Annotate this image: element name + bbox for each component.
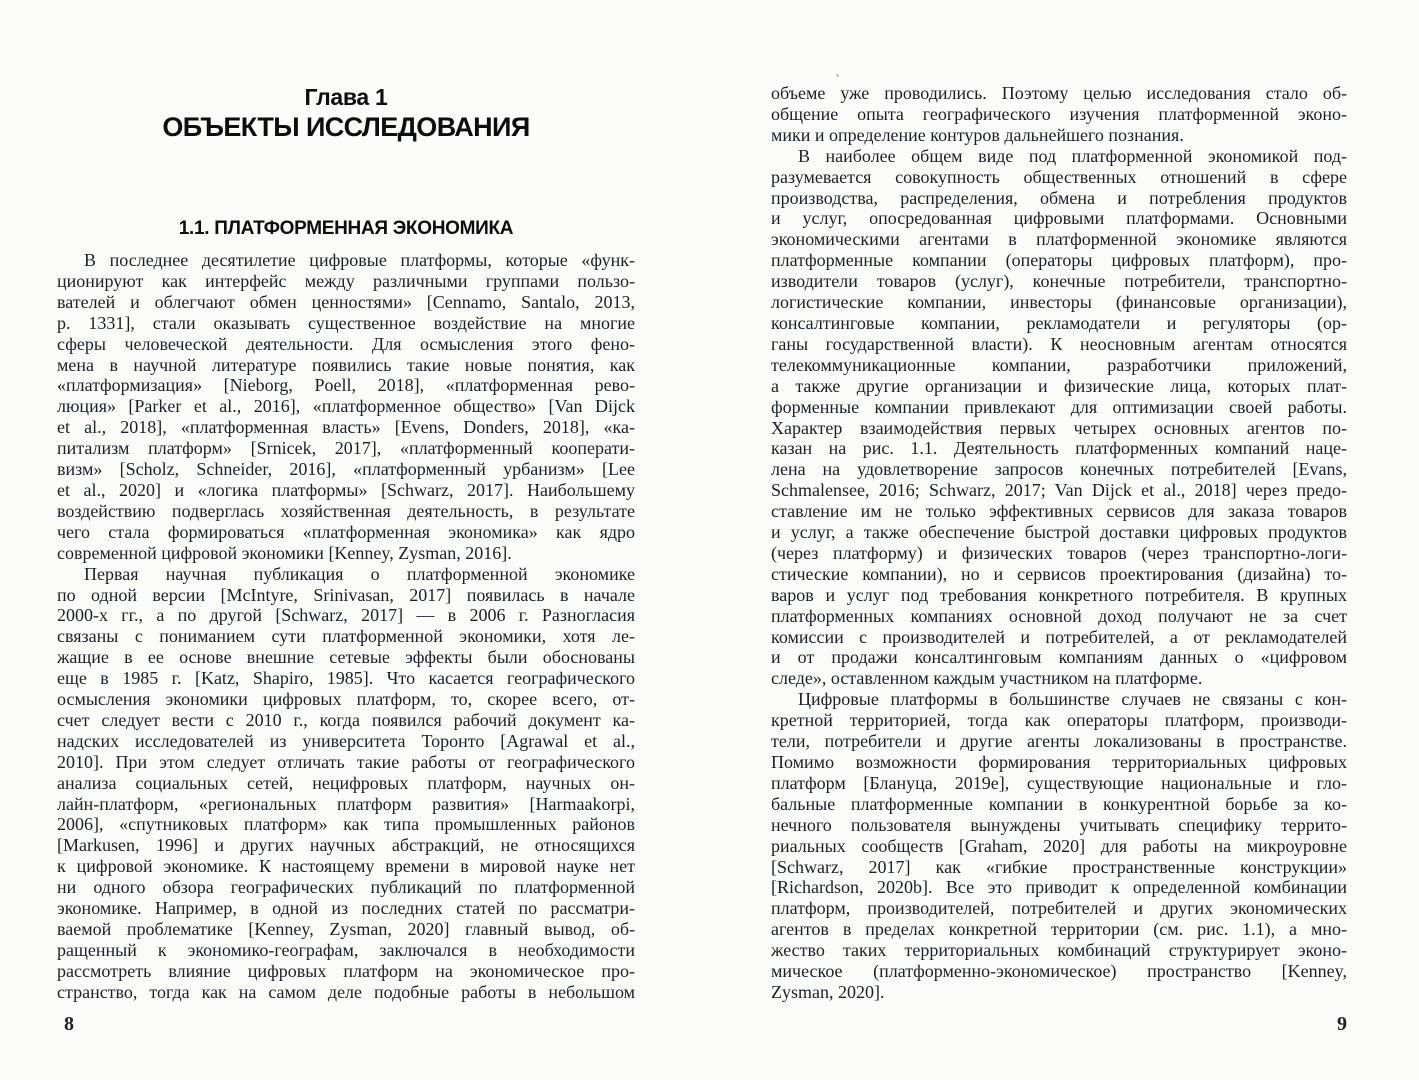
chapter-title: ОБЪЕКТЫ ИССЛЕДОВАНИЯ — [162, 112, 530, 142]
text-line: анализа социальных сетей, нецифровых платформ, научных он- — [57, 772, 635, 793]
text-line: а также другие организации и физические лица, которых плат- — [771, 375, 1347, 396]
page-right — [771, 0, 1347, 1080]
text-line: p. 1331], стали оказывать существенное воздействие на многие — [57, 312, 635, 333]
text-line: объеме уже проводились. Поэтому целью исследования стало об- — [771, 83, 1347, 103]
text-line: к цифровой экономике. К настоящему времени в мировой науке нет — [57, 856, 635, 877]
text-line: агентов в пределах конкретной территории (см. рис. 1.1), а мно- — [771, 919, 1347, 940]
text-line: ни одного обзора географических публикаций по платформенной — [57, 877, 635, 898]
text-line: Цифровые платформы в большинстве случаев не связаны с кон- — [798, 689, 1347, 710]
text-line: питализм платформ» [Srnicek, 2017], «платформенный кооперати- — [57, 438, 635, 459]
left-page-body — [57, 250, 635, 1003]
text-line: ваемой проблематике [Kenney, Zysman, 2020] главный вывод, об- — [57, 919, 635, 939]
text-line: платформенных компаниях основной доход получают не за счет — [771, 605, 1347, 626]
text-line: люция» [Parker et al., 2016], «платформенное общество» [Van Dijck — [57, 396, 635, 417]
text-line: варов и услуг под требования конкретного потребителя. В крупных — [771, 584, 1347, 605]
text-line: ганы государственной власти). К неосновным агентам относятся — [771, 333, 1347, 354]
text-line: лена на удовлетворение запросов конечных потребителей [Evans, — [771, 459, 1347, 480]
text-line: платформ, производителей, потребителей и других экономических — [771, 898, 1347, 919]
text-line: Помимо возможности формирования территориальных цифровых — [771, 752, 1347, 772]
text-line: экономике. Например, в одной из последних статей по рассматри- — [57, 898, 635, 919]
text-line: связаны с пониманием сути платформенной экономики, хотя ле- — [57, 626, 635, 647]
text-line: современной цифровой экономики [Kenney, Zysman, 2016]. — [57, 542, 512, 563]
text-line: казан на рис. 1.1. Деятельность платформенных компаний наце- — [771, 438, 1347, 459]
paragraph — [57, 250, 635, 564]
text-line: 2000-х гг., а по другой [Schwarz, 2017] — в 2006 г. Разногласия — [57, 605, 635, 626]
text-line: следе», оставленном каждым участником на платформе. — [771, 668, 1203, 689]
page-number-right: 9 — [1337, 1013, 1347, 1035]
text-line: [Schwarz, 2017] как «гибкие пространственные конструкции» — [771, 856, 1347, 877]
text-line: В последнее десятилетие цифровые платформы, которые «функ- — [84, 250, 635, 270]
text-line: визм» [Scholz, Schneider, 2016], «платформенный урбанизм» [Lee — [57, 459, 635, 480]
text-line: чего стала формироваться «платформенная экономика» как ядро — [57, 521, 635, 542]
text-line: общение опыта географического изучения платформенной эконо- — [771, 103, 1347, 124]
text-line: «платформизация» [Nieborg, Poell, 2018], «платформенная рево- — [57, 375, 635, 396]
text-line: платформенные компании (операторы цифровых платформ), про- — [771, 250, 1347, 271]
chapter-label: Глава 1 — [304, 84, 388, 110]
text-line: риальных сообществ [Graham, 2020] для работы на микроуровне — [771, 835, 1347, 856]
text-line: 2010]. При этом следует отличать такие работы от географического — [57, 751, 635, 772]
text-line: логистические компании, инвесторы (финансовые организации), — [771, 292, 1347, 313]
text-line: сферы человеческой деятельности. Для осмысления этого фено- — [57, 333, 635, 354]
text-line: Характер взаимодействия первых четырех основных агентов по- — [771, 417, 1347, 438]
text-line: консалтинговые компании, рекламодатели и регуляторы (ор- — [771, 312, 1347, 333]
text-line: ставление им не только эффективных сервисов для заказа товаров — [771, 501, 1347, 522]
text-line: ращенный к экономико-географам, заключался в необходимости — [57, 939, 635, 960]
text-line: платформ [Блануца, 2019е], существующие национальные и гло- — [771, 772, 1347, 793]
text-line: В наиболее общем виде под платформенной экономикой под- — [798, 145, 1347, 166]
text-line: и услуг, опосредованная цифровыми платформами. Основными — [771, 208, 1347, 229]
page-number-left: 8 — [64, 1013, 74, 1035]
right-page-body — [771, 83, 1347, 1003]
text-line: (через платформу) и физических товаров (через транспортно-логи- — [771, 542, 1347, 563]
text-line: жащие в ее основе внешние сетевые эффекты были обоснованы — [57, 647, 635, 668]
text-line: Zysman, 2020]. — [771, 981, 885, 1002]
text-line: счет следует вести с 2010 г., когда появился рабочий документ ка- — [57, 709, 635, 730]
text-line: вателей и облегчают обмен ценностями» [Cennamo, Santalo, 2013, — [57, 291, 635, 312]
text-line: экономическими агентами в платформенной экономике являются — [771, 229, 1347, 250]
text-line: телекоммуникационные компании, разработчики приложений, — [771, 354, 1347, 375]
text-line: воздействию подверглась хозяйственная деятельность, в результате — [57, 500, 635, 521]
text-line: изводители товаров (услуг), конечные потребители, транспортно- — [771, 271, 1347, 292]
text-line: осмысления экономики цифровых платформ, то, скорее всего, от- — [57, 689, 635, 710]
text-line: еще в 1985 г. [Katz, Shapiro, 1985]. Что касается географического — [57, 668, 635, 689]
text-line: мическое (платформенно-экономическое) пространство [Kenney, — [771, 961, 1347, 982]
text-line: бальные платформенные компании в конкурентной борьбе за ко- — [771, 793, 1347, 814]
text-line: и услуг, а также обеспечение быстрой доставки цифровых продуктов — [771, 522, 1347, 543]
paragraph — [57, 564, 635, 1003]
text-line: и от продажи консалтинговым компаниям данных о «цифровом — [771, 647, 1347, 668]
text-line: разумевается совокупность общественных отношений в сфере — [771, 166, 1347, 187]
text-line: Schmalensee, 2016; Schwarz, 2017; Van Dijck et al., 2018] через предо- — [771, 480, 1347, 501]
text-line: странство, тогда как на самом деле подобные работы в небольшом — [57, 981, 635, 1002]
text-line: надских исследователей из университета Торонто [Agrawal et al., — [57, 730, 635, 751]
paragraph — [771, 146, 1347, 690]
text-line: форменные компании привлекают для оптимизации своей работы. — [771, 396, 1347, 417]
text-line: et al., 2018], «платформенная власть» [Evens, Donders, 2018], «ка- — [57, 417, 635, 438]
text-line: ционируют как интерфейс между различными группами пользо- — [57, 270, 635, 291]
section-heading: 1.1. ПЛАТФОРМЕННАЯ ЭКОНОМИКА — [178, 218, 514, 239]
text-line: жество таких территориальных комбинаций структурирует эконо- — [771, 940, 1347, 961]
text-line: мена в научной литературе появились такие новые понятия, как — [57, 354, 635, 375]
paragraph — [771, 689, 1347, 1003]
page-left — [57, 0, 635, 1080]
text-line: стические компании), но и сервисов проектирования (дизайна) то- — [771, 563, 1347, 584]
text-line: по одной версии [McIntyre, Srinivasan, 2017] появилась в начале — [57, 584, 635, 605]
scan-artifact-dot — [836, 74, 839, 77]
chapter-heading — [57, 84, 635, 142]
paragraph — [771, 83, 1347, 146]
text-line: рассмотреть влияние цифровых платформ на экономическое про- — [57, 960, 635, 981]
text-line: мики и определение контуров дальнейшего познания. — [771, 124, 1184, 145]
text-line: производства, распределения, обмена и потребления продуктов — [771, 187, 1347, 208]
text-line: 2006], «спутниковых платформ» как типа промышленных районов — [57, 814, 635, 835]
text-line: кретной территорией, тогда как операторы платформ, производи- — [771, 710, 1347, 731]
text-line: et al., 2020] и «логика платформы» [Schwarz, 2017]. Наибольшему — [57, 479, 635, 500]
text-line: комиссии с производителей и потребителей, а от рекламодателей — [771, 626, 1347, 647]
text-line: [Markusen, 1996] и других научных абстракций, не относящихся — [57, 835, 635, 856]
text-line: Первая научная публикация о платформенной экономике — [84, 563, 635, 584]
text-line: нечного пользователя вынуждены учитывать специфику террито- — [771, 814, 1347, 835]
text-line: тели, потребители и другие агенты локализованы в пространстве. — [771, 731, 1347, 752]
text-line: лайн-платформ, «региональных платформ развития» [Harmaakorpi, — [57, 793, 635, 814]
text-line: [Richardson, 2020b]. Все это приводит к определенной комбинации — [771, 877, 1347, 898]
